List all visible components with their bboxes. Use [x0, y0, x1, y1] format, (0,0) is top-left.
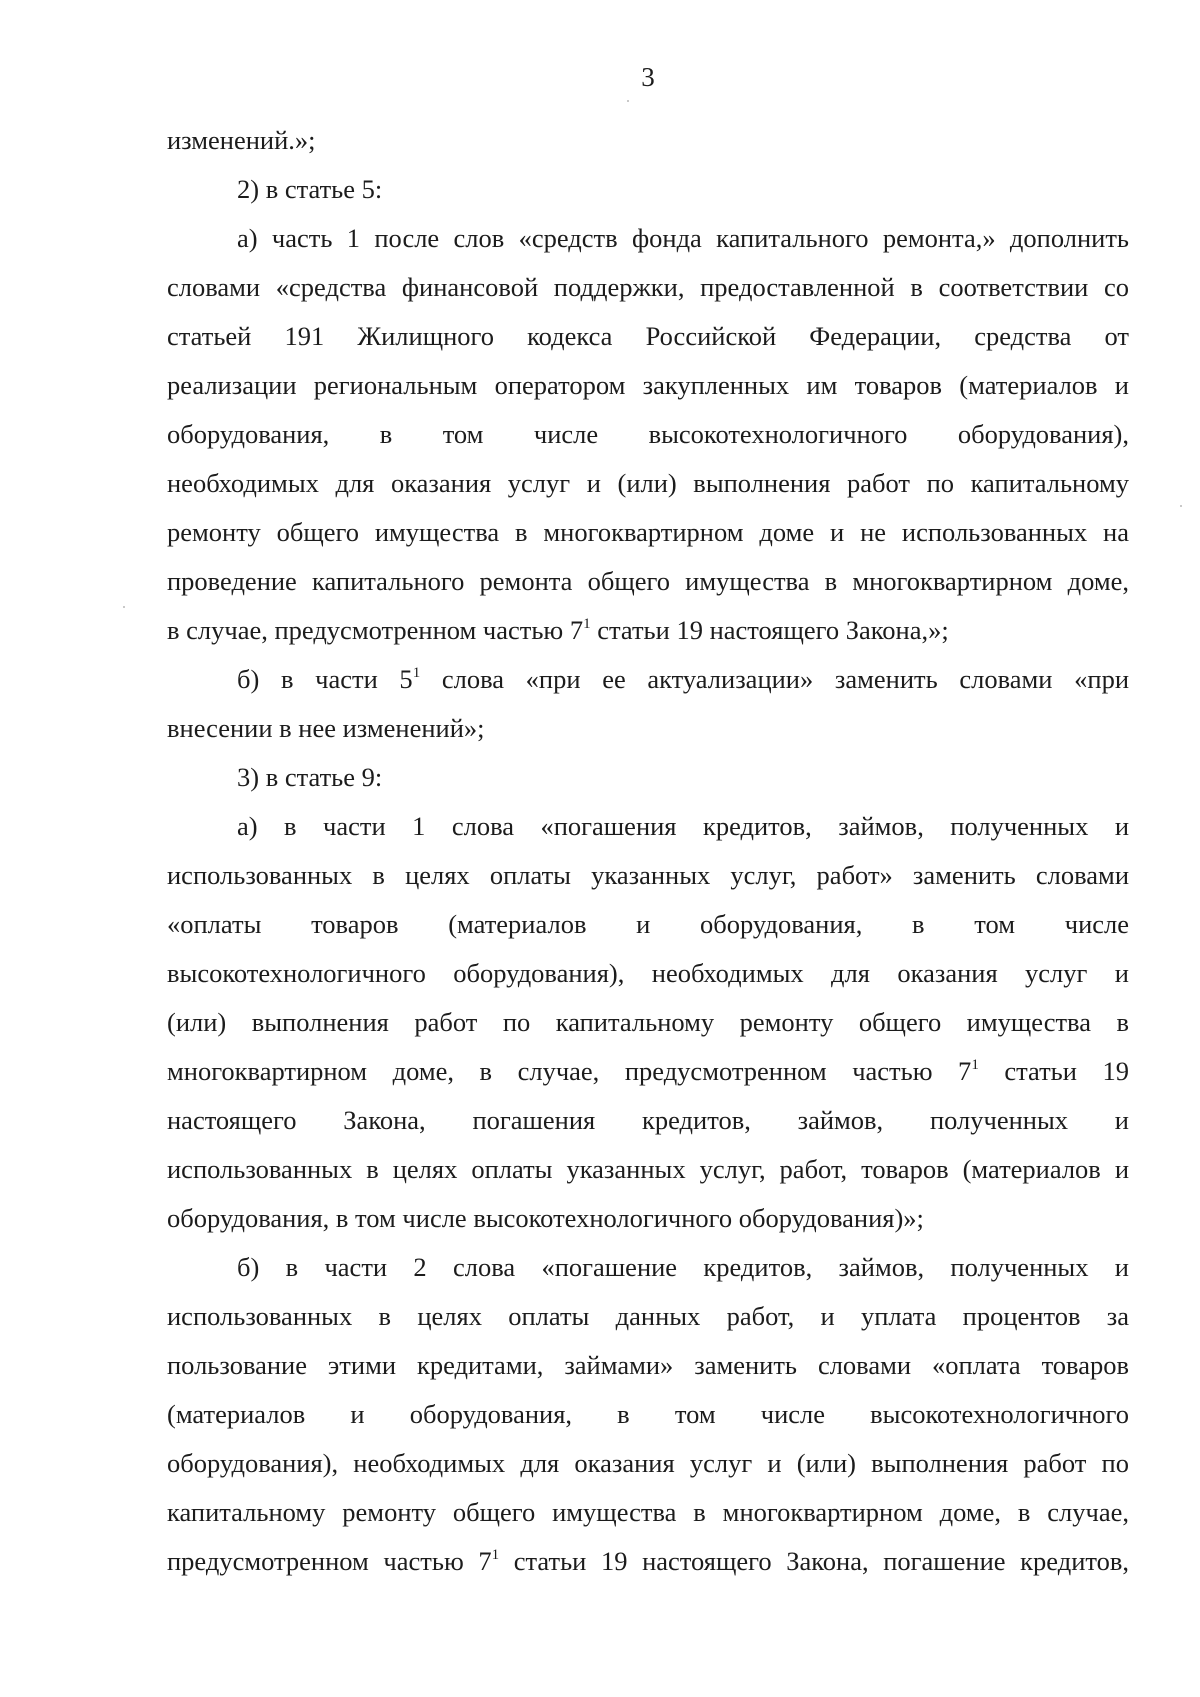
line-text: капитальному ремонту общего имущества в многоквартирном доме, в случае,	[167, 1497, 1129, 1527]
line-text: оборудования, в том числе высокотехнологичного оборудования)»;	[167, 1203, 924, 1233]
line-text: необходимых для оказания услуг и (или) выполнения работ по капитальному	[167, 468, 1129, 498]
text-line	[167, 1145, 1129, 1194]
line-text: а) часть 1 после слов «средств фонда капитального ремонта,» дополнить	[237, 223, 1129, 253]
text-line	[167, 1096, 1129, 1145]
text-line	[167, 312, 1129, 361]
scan-speck	[627, 100, 629, 102]
text-line	[167, 606, 1129, 655]
text-line	[167, 361, 1129, 410]
line-text: настоящего Закона, погашения кредитов, займов, полученных и	[167, 1105, 1129, 1135]
line-text: оборудования, в том числе высокотехнологичного оборудования),	[167, 419, 1129, 449]
text-line	[167, 1194, 1129, 1243]
line-text: ремонту общего имущества в многоквартирном доме и не использованных на	[167, 517, 1129, 547]
line-text: словами «средства финансовой поддержки, предоставленной в соответствии со	[167, 272, 1129, 302]
superscript: 1	[971, 1057, 979, 1073]
line-text: в случае, предусмотренном частью 7	[167, 615, 584, 645]
line-text: а) в части 1 слова «погашения кредитов, займов, полученных и	[237, 811, 1129, 841]
text-line	[167, 410, 1129, 459]
line-text: изменений.»;	[167, 125, 316, 155]
line-text: б) в части 5	[237, 664, 413, 694]
text-line	[167, 802, 1129, 851]
text-line	[167, 1488, 1129, 1537]
line-text: использованных в целях оплаты указанных услуг, работ» заменить словами	[167, 860, 1129, 890]
line-text-continued: статьи 19 настоящего Закона,»;	[590, 615, 949, 645]
line-text: б) в части 2 слова «погашение кредитов, займов, полученных и	[237, 1252, 1129, 1282]
text-line	[167, 557, 1129, 606]
text-line	[167, 263, 1129, 312]
line-text: 3) в статье 9:	[237, 762, 383, 792]
text-line	[167, 998, 1129, 1047]
text-line	[167, 1390, 1129, 1439]
line-text: предусмотренном частью 7	[167, 1546, 492, 1576]
line-text-continued: статьи 19	[978, 1056, 1129, 1086]
superscript: 1	[491, 1547, 500, 1563]
line-text: «оплаты товаров (материалов и оборудования, в том числе	[167, 909, 1129, 939]
text-line	[167, 900, 1129, 949]
page-number: 3	[641, 62, 655, 92]
line-text: статьей 191 Жилищного кодекса Российской Федерации, средства от	[167, 321, 1129, 351]
text-line	[167, 116, 1129, 165]
line-text: реализации региональным оператором закупленных им товаров (материалов и	[167, 370, 1129, 400]
document-body	[167, 116, 1129, 1586]
line-text: использованных в целях оплаты указанных услуг, работ, товаров (материалов и	[167, 1154, 1129, 1184]
line-text: использованных в целях оплаты данных работ, и уплата процентов за	[167, 1301, 1129, 1331]
text-line	[167, 851, 1129, 900]
superscript: 1	[583, 616, 591, 632]
line-text-continued: статьи 19 настоящего Закона, погашение кредитов,	[499, 1546, 1130, 1576]
text-line	[167, 655, 1129, 704]
scan-speck	[1180, 505, 1182, 507]
text-line	[167, 753, 1129, 802]
text-line	[167, 1047, 1129, 1096]
line-text: многоквартирном доме, в случае, предусмотренном частью 7	[167, 1056, 972, 1086]
text-line	[167, 508, 1129, 557]
text-line	[167, 704, 1129, 753]
text-line	[167, 1537, 1129, 1586]
scan-speck	[123, 606, 125, 608]
line-text-continued: слова «при ее актуализации» заменить словами «при	[420, 664, 1129, 694]
text-line	[167, 1243, 1129, 1292]
line-text: 2) в статье 5:	[237, 174, 383, 204]
text-line	[167, 1439, 1129, 1488]
line-text: внесении в нее изменений»;	[167, 713, 485, 743]
text-line	[167, 1292, 1129, 1341]
text-line	[167, 459, 1129, 508]
line-text: пользование этими кредитами, займами» заменить словами «оплата товаров	[167, 1350, 1129, 1380]
line-text: (или) выполнения работ по капитальному ремонту общего имущества в	[167, 1007, 1129, 1037]
text-line	[167, 165, 1129, 214]
line-text: проведение капитального ремонта общего имущества в многоквартирном доме,	[167, 566, 1129, 596]
text-line	[167, 214, 1129, 263]
line-text: оборудования), необходимых для оказания услуг и (или) выполнения работ по	[167, 1448, 1129, 1478]
line-text: (материалов и оборудования, в том числе высокотехнологичного	[167, 1399, 1129, 1429]
line-text: высокотехнологичного оборудования), необходимых для оказания услуг и	[167, 958, 1129, 988]
text-line	[167, 1341, 1129, 1390]
text-line	[167, 949, 1129, 998]
superscript: 1	[412, 665, 421, 681]
